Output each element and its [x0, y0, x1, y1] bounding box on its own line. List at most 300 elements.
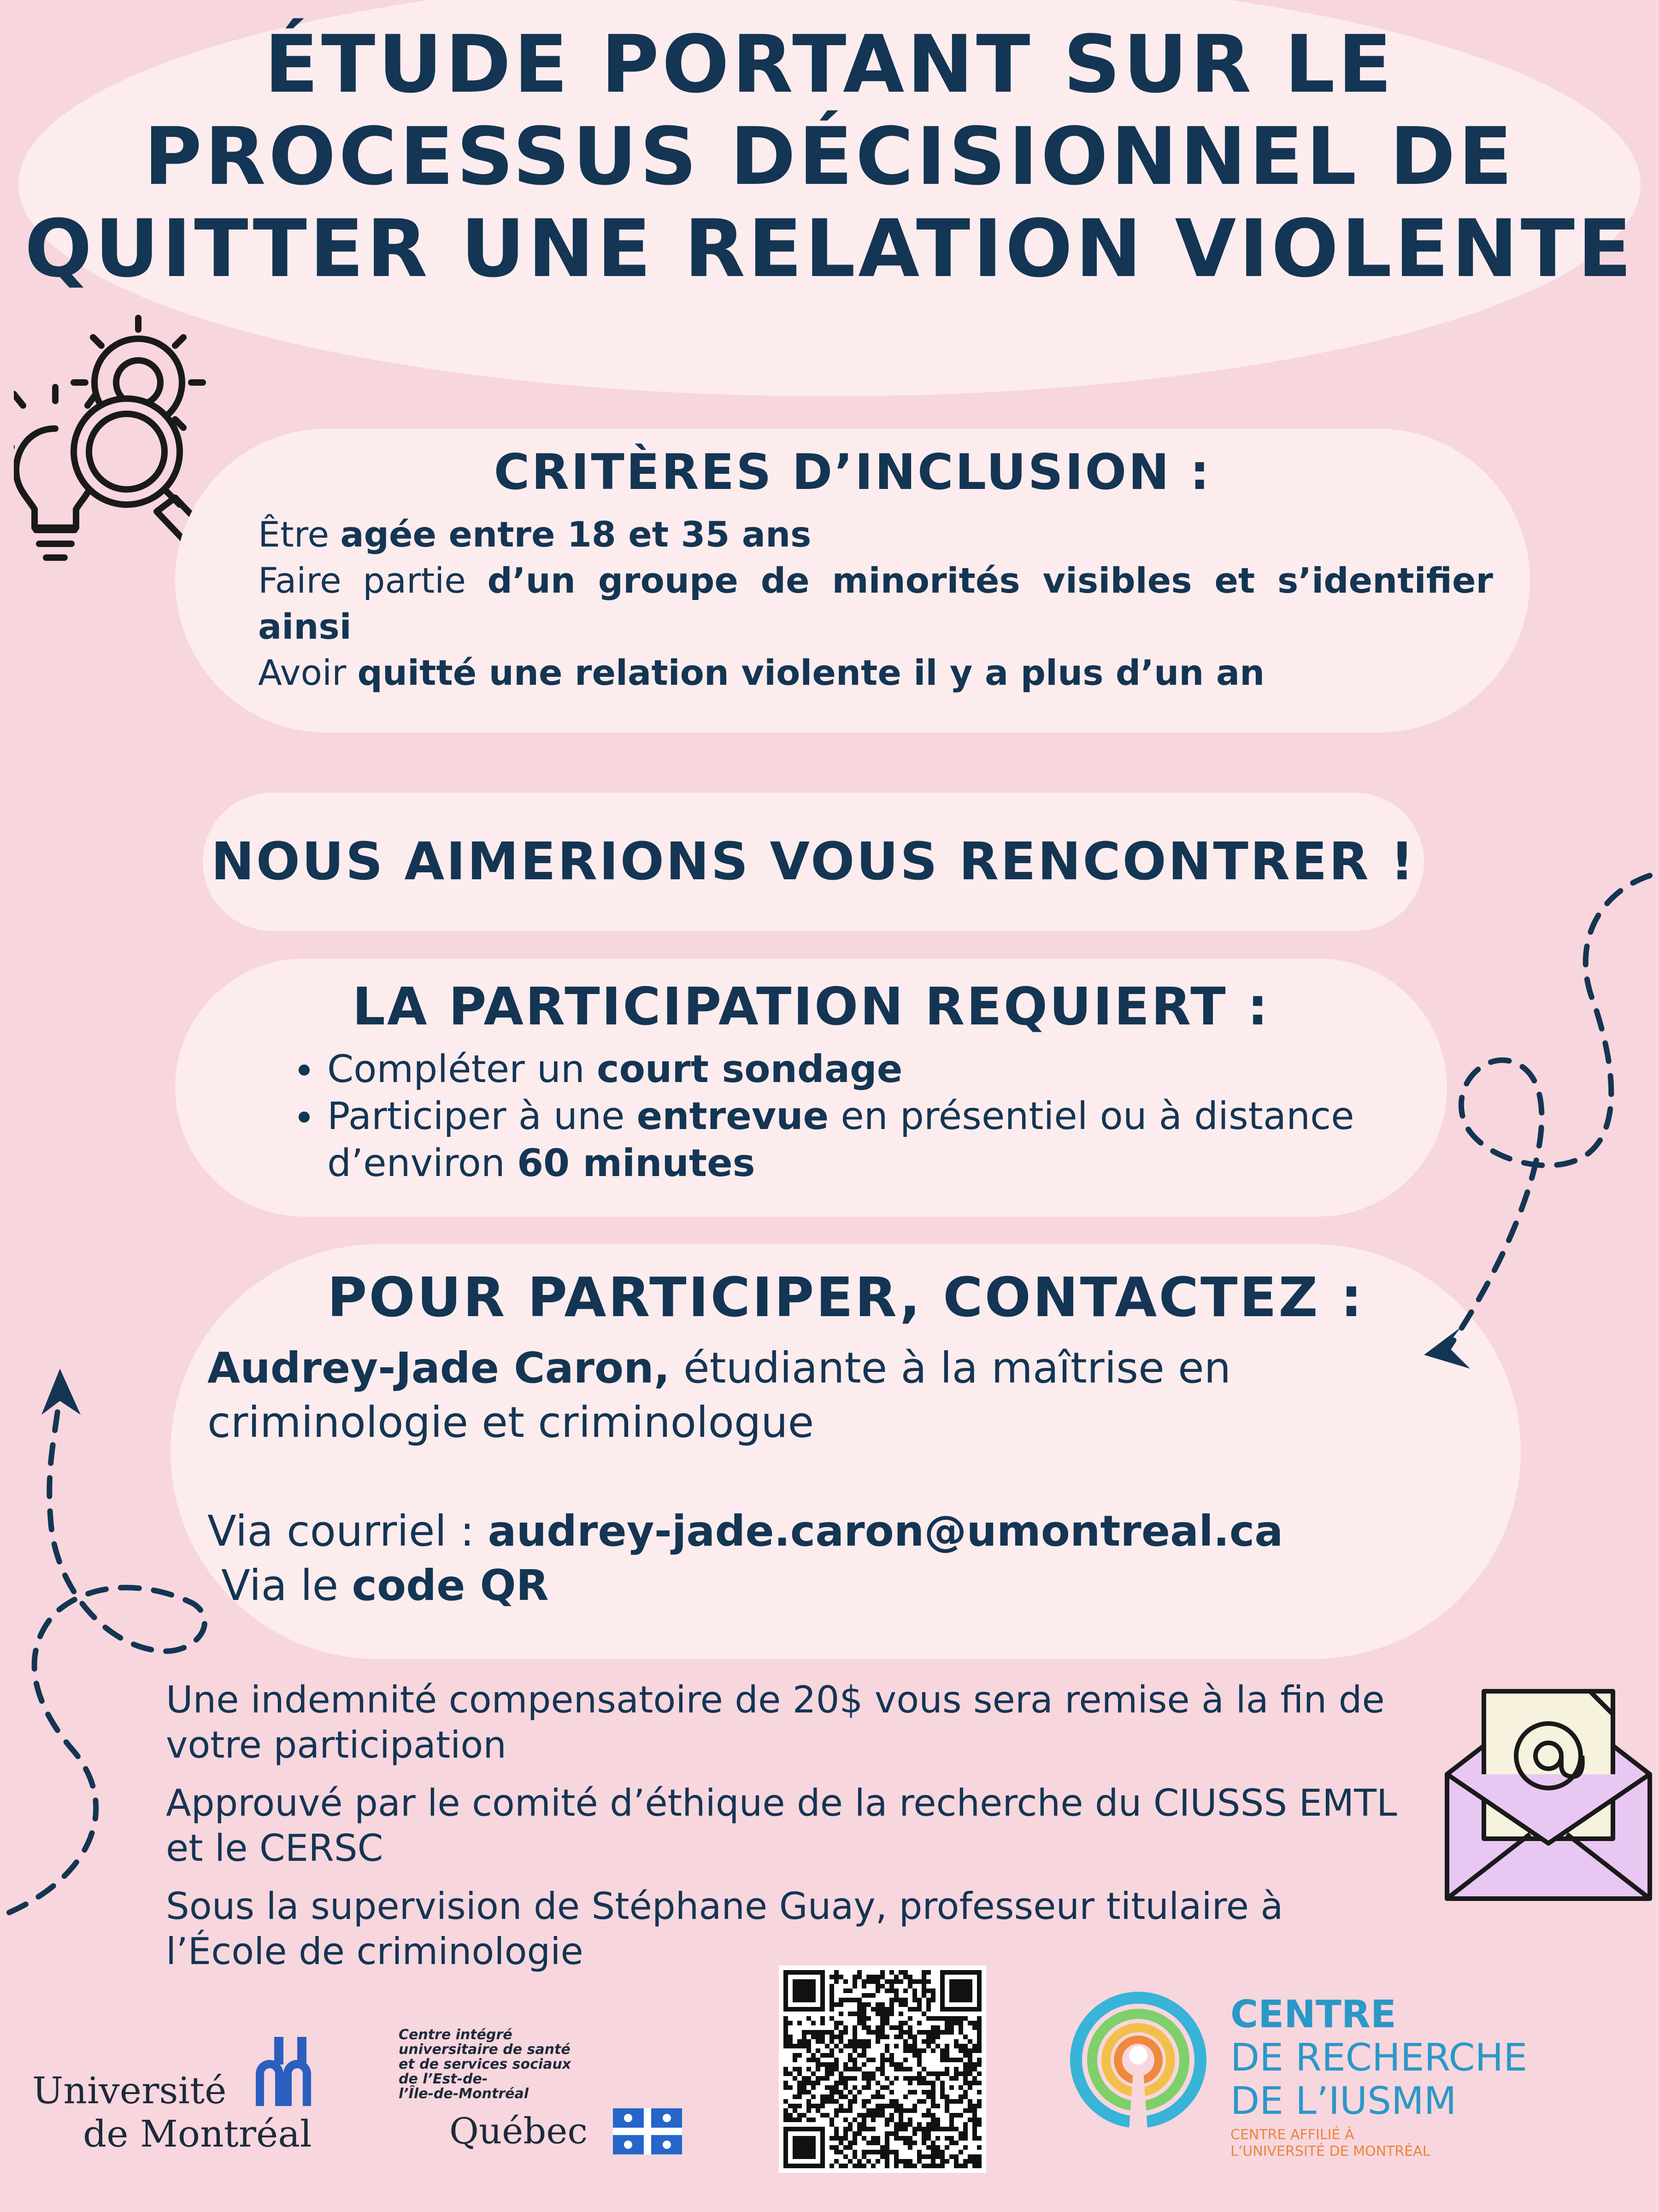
qr-module	[839, 2136, 843, 2141]
qr-module	[857, 2016, 862, 2021]
qr-module	[885, 2085, 889, 2090]
qr-module	[912, 2035, 917, 2039]
qr-module	[853, 2030, 857, 2035]
qr-module	[903, 2002, 908, 2007]
udem-mark-icon	[249, 2037, 332, 2106]
qr-module	[866, 2085, 871, 2090]
qr-module	[834, 1970, 839, 1975]
qr-module	[945, 2145, 949, 2150]
qr-module	[866, 2058, 871, 2062]
qr-module	[940, 2154, 945, 2159]
qr-module	[857, 2002, 862, 2007]
qr-module	[903, 1975, 908, 1979]
qr-module	[935, 2150, 940, 2154]
qr-module	[935, 2164, 940, 2168]
qr-module	[977, 2062, 982, 2067]
qr-module	[926, 2002, 931, 2007]
qr-module	[871, 2127, 876, 2131]
qr-module	[853, 2012, 857, 2016]
qr-module	[931, 2085, 935, 2090]
qr-module	[954, 2016, 959, 2021]
qr-module	[820, 2016, 825, 2021]
qr-module	[977, 2071, 982, 2076]
qr-module	[963, 2136, 968, 2141]
qr-module	[922, 2030, 926, 2035]
qr-module	[793, 2053, 797, 2058]
qr-module	[802, 2039, 806, 2044]
qr-module	[908, 2044, 912, 2048]
qr-module	[857, 2012, 862, 2016]
qr-module	[954, 2127, 959, 2131]
qr-module	[931, 2141, 935, 2145]
qr-module	[899, 2122, 903, 2127]
qr-module	[959, 2085, 963, 2090]
qr-module	[802, 2035, 806, 2039]
qr-module	[853, 2076, 857, 2081]
qr-module	[834, 2021, 839, 2025]
qr-module	[834, 2067, 839, 2071]
qr-module	[922, 2141, 926, 2145]
qr-module	[912, 1979, 917, 1984]
qr-module	[783, 2118, 788, 2122]
qr-module	[968, 2048, 972, 2053]
qr-module	[862, 2053, 866, 2058]
qr-module	[917, 2002, 922, 2007]
qr-module	[954, 2159, 959, 2164]
qr-module	[945, 2099, 949, 2104]
qr-module	[866, 2002, 871, 2007]
qr-module	[830, 2145, 834, 2150]
participation-heading: LA PARTICIPATION REQUIERT :	[352, 977, 1270, 1037]
qr-module	[945, 2025, 949, 2030]
qr-module	[806, 2081, 811, 2085]
qr-module	[834, 2099, 839, 2104]
qr-module	[963, 2090, 968, 2094]
qr-module	[885, 2150, 889, 2154]
qr-module	[931, 1988, 935, 1993]
qr-module	[889, 2081, 894, 2085]
qr-module	[862, 1993, 866, 1998]
qr-module	[876, 1975, 880, 1979]
qr-module	[806, 2048, 811, 2053]
qr-module	[885, 2118, 889, 2122]
qr-module	[949, 2118, 954, 2122]
qr-module	[843, 2108, 848, 2113]
qr-module	[931, 2127, 935, 2131]
qr-module	[922, 2136, 926, 2141]
qr-module	[977, 2145, 982, 2150]
qr-module	[903, 2076, 908, 2081]
qr-code[interactable]	[779, 1965, 986, 2173]
qr-module	[968, 2062, 972, 2067]
qr-module	[880, 2025, 885, 2030]
qr-module	[880, 1970, 885, 1975]
qr-module	[926, 2131, 931, 2136]
qr-module	[843, 2044, 848, 2048]
qr-module	[843, 2030, 848, 2035]
qr-module	[806, 2108, 811, 2113]
qr-module	[834, 2090, 839, 2094]
qr-module	[788, 2021, 793, 2025]
qr-module	[968, 2081, 972, 2085]
qr-module	[912, 1988, 917, 1993]
qr-module	[926, 2081, 931, 2085]
qr-module	[959, 2025, 963, 2030]
qr-module	[972, 2044, 977, 2048]
qr-module	[825, 2094, 830, 2099]
qr-module	[871, 2094, 876, 2099]
qr-module	[931, 1998, 935, 2002]
qr-module	[931, 1993, 935, 1998]
qr-module	[862, 2007, 866, 2012]
qr-module	[853, 2039, 857, 2044]
qr-module	[922, 2067, 926, 2071]
qr-module	[977, 2090, 982, 2094]
qr-module	[977, 2136, 982, 2141]
qr-module	[917, 1979, 922, 1984]
qr-module	[908, 2016, 912, 2021]
qr-module	[839, 2035, 843, 2039]
qr-module	[968, 2108, 972, 2113]
qr-module	[931, 2113, 935, 2118]
qr-module	[857, 2090, 862, 2094]
qr-module	[783, 2044, 788, 2048]
qr-module	[843, 1979, 848, 1984]
qr-module	[788, 2035, 793, 2039]
qr-module	[880, 2094, 885, 2099]
qr-module	[853, 1975, 857, 1979]
qr-module	[917, 2154, 922, 2159]
qr-module	[940, 2164, 945, 2168]
qr-module	[783, 2085, 788, 2090]
qr-module	[788, 2071, 793, 2076]
qr-module	[830, 1984, 834, 1988]
qr-module	[848, 2090, 853, 2094]
qr-module	[811, 2118, 816, 2122]
qr-module	[935, 2145, 940, 2150]
qr-module	[894, 2164, 899, 2168]
qr-module	[972, 2104, 977, 2108]
qr-module	[825, 2071, 830, 2076]
qr-module	[862, 2099, 866, 2104]
qr-module	[949, 2136, 954, 2141]
qr-module	[949, 2016, 954, 2021]
qr-module	[908, 2118, 912, 2122]
dashed-arrow-left	[0, 1346, 230, 1926]
contact-person: Audrey-Jade Caron, étudiante à la maîtrise en criminologie et criminologue	[207, 1343, 1231, 1447]
qr-module	[912, 2104, 917, 2108]
qr-module	[959, 2071, 963, 2076]
qr-module	[972, 2118, 977, 2122]
qr-module	[894, 2044, 899, 2048]
qr-module	[926, 2039, 931, 2044]
qr-module	[839, 2164, 843, 2168]
qr-module	[889, 1984, 894, 1988]
qr-module	[843, 2145, 848, 2150]
qr-module	[783, 2067, 788, 2071]
qr-module	[839, 2021, 843, 2025]
qr-module	[922, 2012, 926, 2016]
qr-module	[940, 2150, 945, 2154]
qr-module	[963, 2044, 968, 2048]
qr-module	[922, 1988, 926, 1993]
qr-module	[880, 2154, 885, 2159]
qr-module	[825, 2030, 830, 2035]
qr-module	[866, 1979, 871, 1984]
qr-module	[866, 2141, 871, 2145]
qr-module	[949, 2113, 954, 2118]
qr-module	[917, 2099, 922, 2104]
qr-module	[862, 2154, 866, 2159]
qr-module	[977, 2035, 982, 2039]
qr-module	[945, 2108, 949, 2113]
qr-module	[857, 2113, 862, 2118]
qr-module	[954, 2058, 959, 2062]
qr-module	[908, 2090, 912, 2094]
qr-module	[820, 2062, 825, 2067]
qr-module	[876, 1984, 880, 1988]
qr-module	[848, 2108, 853, 2113]
qr-module	[972, 2081, 977, 2085]
qr-module	[945, 2067, 949, 2071]
qr-module	[880, 2145, 885, 2150]
qr-module	[931, 2025, 935, 2030]
qr-module	[889, 2062, 894, 2067]
qr-module	[889, 1998, 894, 2002]
qr-module	[922, 2131, 926, 2136]
qr-module	[811, 2104, 816, 2108]
qr-module	[866, 2016, 871, 2021]
qr-module	[866, 2071, 871, 2076]
qr-module	[945, 2136, 949, 2141]
iusmm-logo-icon	[1069, 1991, 1207, 2129]
envelope-icon	[1438, 1668, 1659, 1908]
qr-module	[834, 2159, 839, 2164]
qr-module	[834, 2058, 839, 2062]
qr-module	[894, 2136, 899, 2141]
qr-module	[830, 2048, 834, 2053]
qr-module	[862, 2021, 866, 2025]
qr-module	[834, 2035, 839, 2039]
qr-module	[797, 2094, 802, 2099]
qr-module	[963, 2048, 968, 2053]
quebec-wordmark: Québec	[449, 2111, 588, 2152]
qr-module	[862, 2164, 866, 2168]
qr-module	[880, 2007, 885, 2012]
qr-module	[843, 2085, 848, 2090]
qr-module	[949, 2076, 954, 2081]
qr-module	[871, 2164, 876, 2168]
qr-module	[876, 1979, 880, 1984]
qr-module	[848, 2053, 853, 2058]
qr-module	[876, 2113, 880, 2118]
qr-module	[857, 2127, 862, 2131]
qr-module	[885, 2021, 889, 2025]
qr-module	[834, 2081, 839, 2085]
qr-module	[977, 2039, 982, 2044]
participation-item-interview: Participer à une entrevue en présentiel ou à distance d’environ 60 minutes	[290, 1093, 1396, 1187]
qr-module	[811, 2058, 816, 2062]
qr-module	[880, 1975, 885, 1979]
qr-module	[926, 2044, 931, 2048]
qr-module	[931, 2104, 935, 2108]
qr-module	[908, 2122, 912, 2127]
qr-module	[949, 2127, 954, 2131]
qr-module	[894, 1975, 899, 1979]
qr-module	[899, 1998, 903, 2002]
qr-module	[972, 2131, 977, 2136]
qr-module	[968, 2099, 972, 2104]
qr-module	[908, 2164, 912, 2168]
qr-module	[959, 2058, 963, 2062]
qr-module	[968, 2104, 972, 2108]
qr-module	[839, 2039, 843, 2044]
qr-module	[830, 2067, 834, 2071]
qr-module	[903, 2141, 908, 2145]
qr-module	[931, 2090, 935, 2094]
qr-module	[894, 1988, 899, 1993]
qr-module	[903, 1988, 908, 1993]
qr-module	[926, 2136, 931, 2141]
qr-module	[912, 2048, 917, 2053]
qr-module	[977, 2159, 982, 2164]
qr-module	[843, 2118, 848, 2122]
qr-module	[908, 2048, 912, 2053]
qr-module	[880, 2067, 885, 2071]
qr-module	[912, 2127, 917, 2131]
qr-module	[885, 2154, 889, 2159]
qr-module	[968, 2118, 972, 2122]
qr-module	[834, 1979, 839, 1984]
qr-module	[959, 2150, 963, 2154]
qr-module	[816, 2076, 820, 2081]
qr-module	[977, 2030, 982, 2035]
qr-module	[830, 2118, 834, 2122]
title-line-1: ÉTUDE PORTANT SUR LE	[264, 18, 1395, 111]
qr-module	[862, 1984, 866, 1988]
qr-module	[834, 2131, 839, 2136]
qr-module	[876, 2035, 880, 2039]
qr-module	[935, 2122, 940, 2127]
qr-module	[820, 2104, 825, 2108]
qr-module	[848, 2104, 853, 2108]
qr-module	[963, 2053, 968, 2058]
qr-module	[899, 2127, 903, 2131]
qr-module	[894, 2122, 899, 2127]
qr-module	[825, 2053, 830, 2058]
qr-module	[871, 2113, 876, 2118]
qr-module	[820, 2021, 825, 2025]
qr-module	[954, 2021, 959, 2025]
qr-module	[816, 2067, 820, 2071]
qr-module	[903, 2122, 908, 2127]
qr-module	[931, 2150, 935, 2154]
qr-module	[894, 2108, 899, 2113]
qr-module	[885, 1979, 889, 1984]
qr-module	[783, 2039, 788, 2044]
qr-module	[963, 2035, 968, 2039]
qr-module	[848, 2127, 853, 2131]
qr-module	[880, 2104, 885, 2108]
qr-module	[866, 1975, 871, 1979]
qr-module	[899, 2002, 903, 2007]
qr-module	[802, 2076, 806, 2081]
qr-module	[857, 2122, 862, 2127]
qr-module	[949, 2030, 954, 2035]
qr-module	[908, 1975, 912, 1979]
qr-module	[972, 2067, 977, 2071]
qr-module	[830, 2053, 834, 2058]
qr-module	[783, 2071, 788, 2076]
qr-module	[912, 2044, 917, 2048]
dashed-arrow-right	[1373, 866, 1659, 1429]
qr-module	[959, 2099, 963, 2104]
qr-module	[880, 2058, 885, 2062]
criteria-list	[258, 512, 1493, 696]
qr-module	[802, 2090, 806, 2094]
qr-module	[853, 2062, 857, 2067]
qr-module	[885, 2048, 889, 2053]
qr-module	[834, 2145, 839, 2150]
qr-module	[903, 1998, 908, 2002]
qr-module	[889, 2053, 894, 2058]
qr-module	[843, 2131, 848, 2136]
qr-module	[894, 2159, 899, 2164]
qr-module	[940, 2048, 945, 2053]
qr-module	[977, 2099, 982, 2104]
qr-module	[912, 2039, 917, 2044]
qr-module	[894, 2104, 899, 2108]
qr-module	[885, 2122, 889, 2127]
qr-module	[839, 1975, 843, 1979]
qr-module	[931, 2030, 935, 2035]
contact-email-link[interactable]: audrey-jade.caron@umontreal.ca	[488, 1506, 1283, 1556]
qr-module	[940, 2030, 945, 2035]
qr-module	[931, 2159, 935, 2164]
qr-module	[977, 2048, 982, 2053]
qr-module	[968, 2021, 972, 2025]
qr-module	[889, 2007, 894, 2012]
qr-module	[811, 2035, 816, 2039]
qr-module	[903, 2164, 908, 2168]
qr-module	[889, 2090, 894, 2094]
qr-module	[816, 2035, 820, 2039]
qr-module	[862, 2062, 866, 2067]
qr-module	[866, 2127, 871, 2131]
qr-module	[885, 2145, 889, 2150]
qr-module	[954, 2071, 959, 2076]
qr-module	[834, 2002, 839, 2007]
qr-module	[945, 2016, 949, 2021]
qr-module	[793, 2104, 797, 2108]
qr-module	[816, 2058, 820, 2062]
qr-module	[880, 2030, 885, 2035]
qr-module	[853, 1979, 857, 1984]
qr-module	[945, 2030, 949, 2035]
qr-module	[876, 2025, 880, 2030]
qr-module	[866, 2030, 871, 2035]
qr-module	[866, 2044, 871, 2048]
qr-module	[963, 2062, 968, 2067]
qr-module	[940, 2053, 945, 2058]
qr-module	[830, 2039, 834, 2044]
qr-module	[880, 1984, 885, 1988]
qr-module	[880, 2012, 885, 2016]
qr-module	[876, 2136, 880, 2141]
qr-module	[843, 2136, 848, 2141]
qr-module	[899, 2035, 903, 2039]
qr-module	[959, 2021, 963, 2025]
